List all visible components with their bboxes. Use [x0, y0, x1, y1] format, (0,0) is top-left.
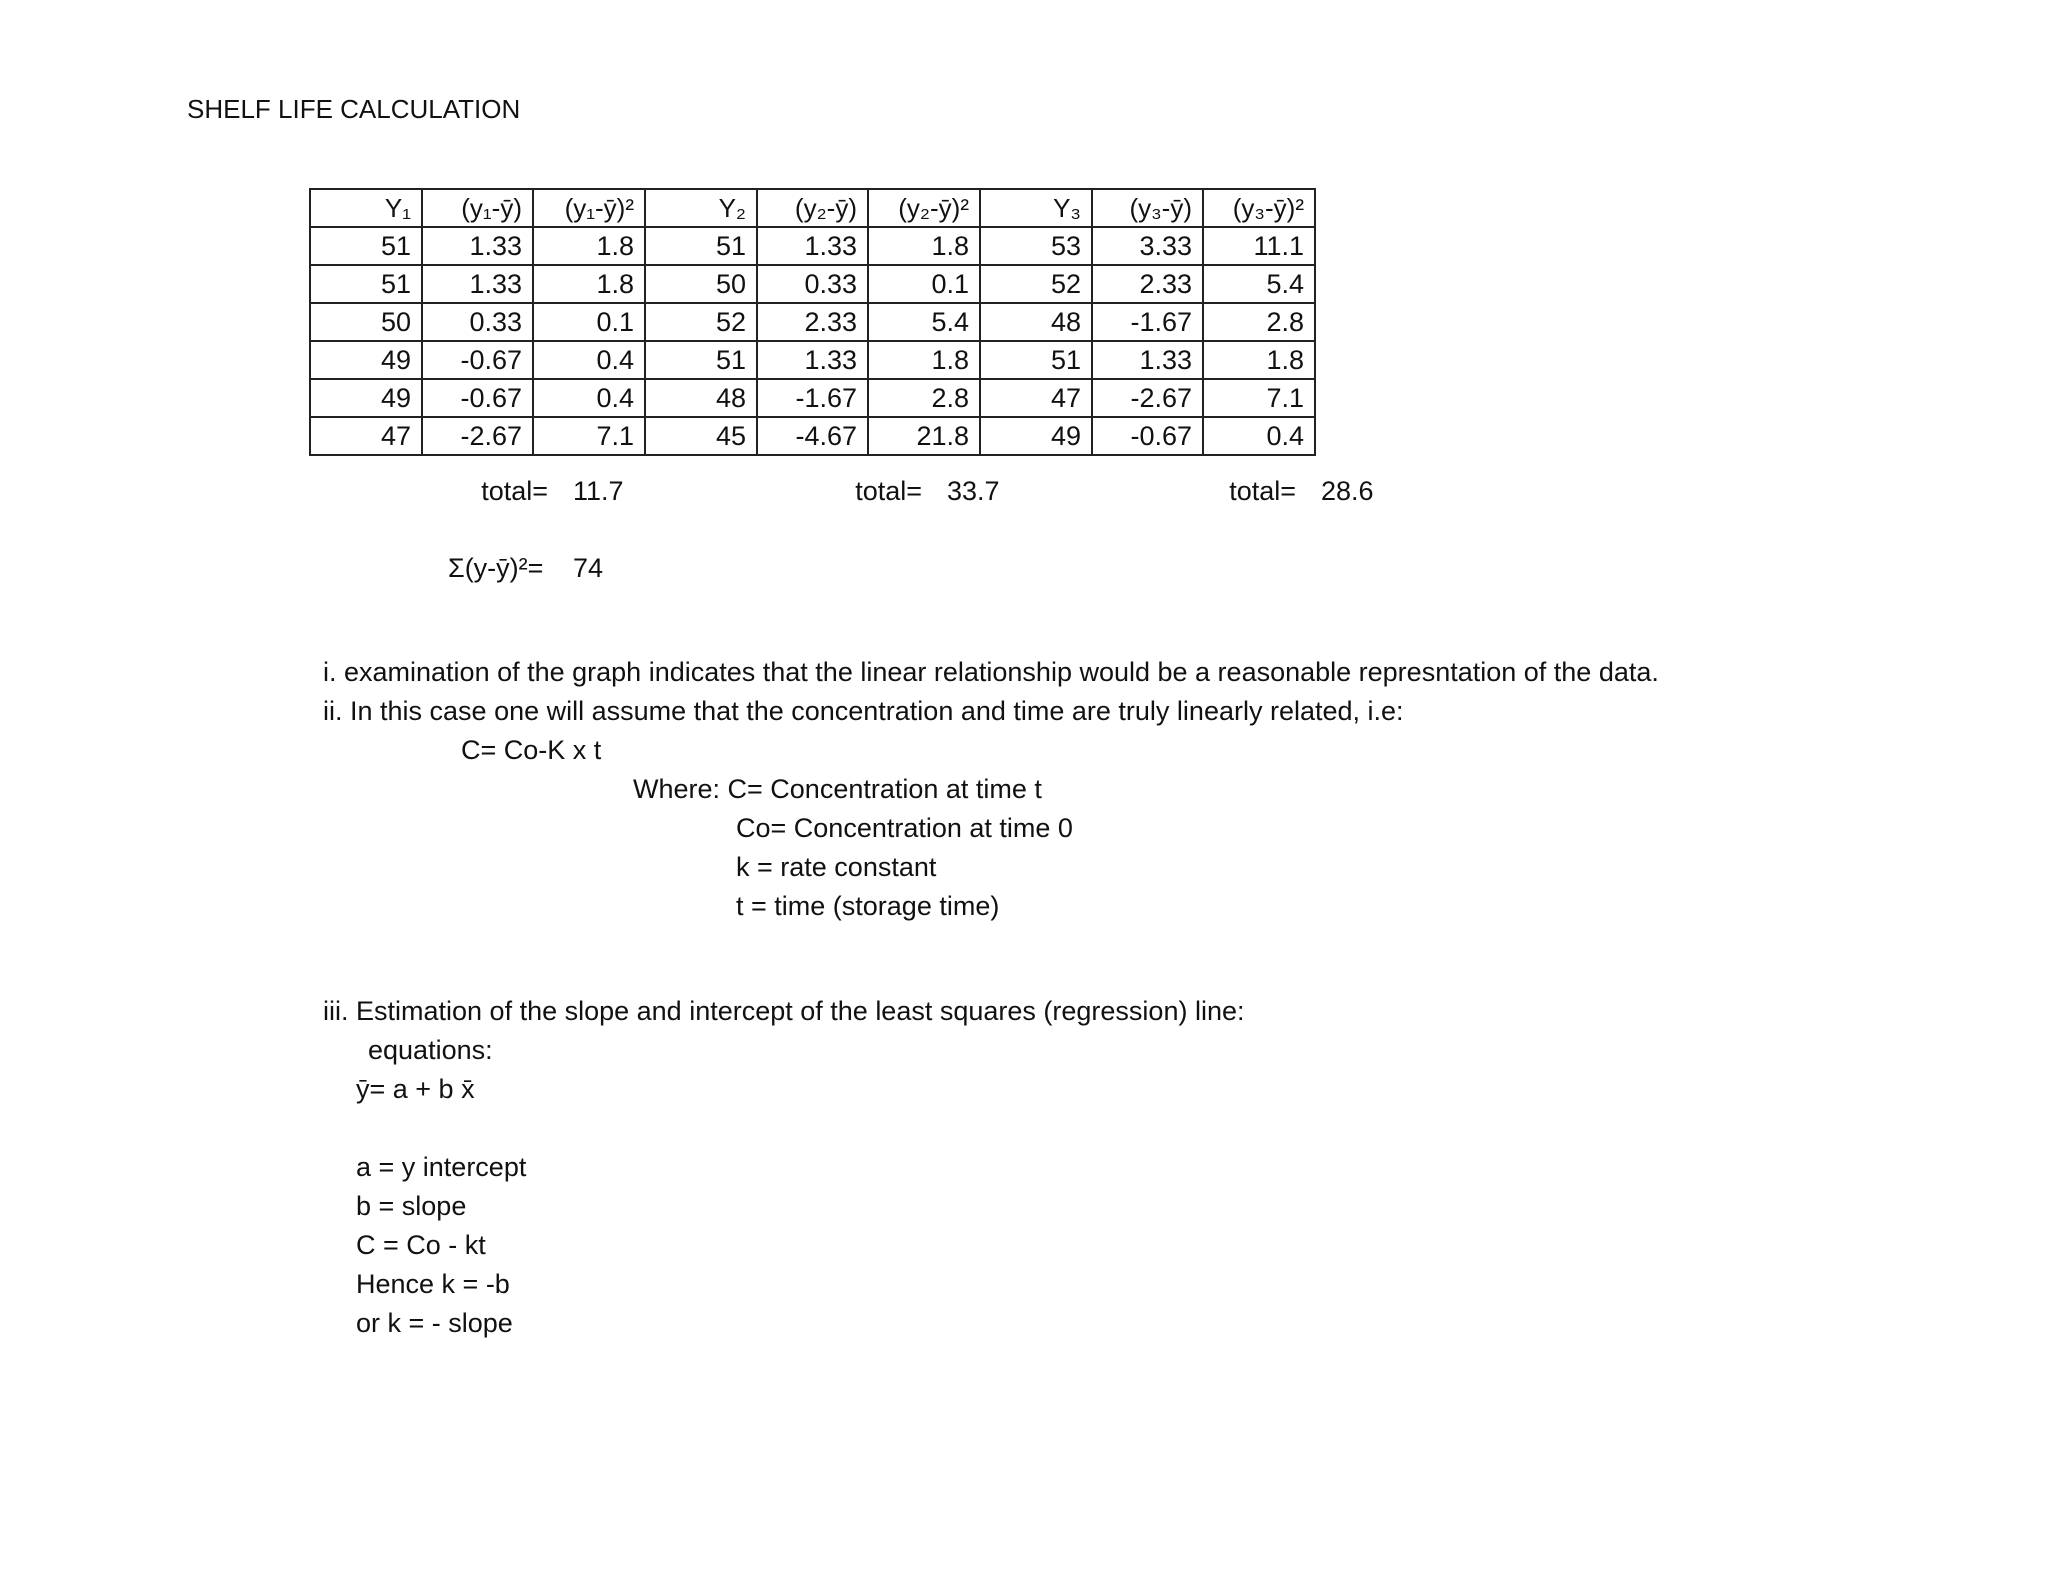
- table-cell: 49: [980, 417, 1092, 455]
- table-cell: -0.67: [1092, 417, 1203, 455]
- hence-k: Hence k = -b: [356, 1269, 510, 1299]
- co-definition: Co= Concentration at time 0: [736, 813, 1073, 843]
- table-cell: 0.1: [868, 265, 980, 303]
- column-header: Y₁: [310, 189, 422, 227]
- total-value-2: 33.7: [947, 476, 1000, 506]
- table-cell: 5.4: [1203, 265, 1315, 303]
- column-header: (y₃-ȳ): [1092, 189, 1203, 227]
- table-row: [310, 265, 1315, 303]
- table-cell: 2.33: [757, 303, 868, 341]
- table-row: [310, 303, 1315, 341]
- table-row: [310, 379, 1315, 417]
- table-cell: 51: [980, 341, 1092, 379]
- b-definition: b = slope: [356, 1191, 467, 1221]
- table-cell: 49: [310, 341, 422, 379]
- table-cell: 47: [310, 417, 422, 455]
- column-header: (y₂-ȳ)²: [868, 189, 980, 227]
- table-cell: 3.33: [1092, 227, 1203, 265]
- total-label-2: total=: [855, 476, 922, 506]
- table-cell: 48: [980, 303, 1092, 341]
- table-cell: 0.4: [533, 341, 645, 379]
- table-cell: 51: [310, 265, 422, 303]
- table-cell: 51: [645, 227, 757, 265]
- note-ii: ii. In this case one will assume that the concentration and time are truly linearly related, i.e:: [323, 696, 1404, 726]
- table-cell: 7.1: [1203, 379, 1315, 417]
- t-definition: t = time (storage time): [736, 891, 1000, 921]
- table-cell: 0.4: [1203, 417, 1315, 455]
- table-cell: -0.67: [422, 379, 533, 417]
- table-cell: 51: [645, 341, 757, 379]
- total-label-1: total=: [481, 476, 548, 506]
- table-cell: 50: [645, 265, 757, 303]
- table-cell: 1.8: [868, 227, 980, 265]
- table-cell: 50: [310, 303, 422, 341]
- total-label-3: total=: [1229, 476, 1296, 506]
- column-header: Y₂: [645, 189, 757, 227]
- column-header: (y₂-ȳ): [757, 189, 868, 227]
- table-cell: -2.67: [1092, 379, 1203, 417]
- table-cell: 2.33: [1092, 265, 1203, 303]
- table-cell: 11.1: [1203, 227, 1315, 265]
- note-i: i. examination of the graph indicates that the linear relationship would be a reasonable represntation of the data.: [323, 657, 1659, 687]
- table-cell: -4.67: [757, 417, 868, 455]
- table-cell: 0.33: [757, 265, 868, 303]
- table-cell: 21.8: [868, 417, 980, 455]
- regression-equation: ȳ= a + b x̄: [356, 1074, 475, 1104]
- linear-equation: C= Co-K x t: [461, 735, 602, 765]
- column-header: (y₁-ȳ): [422, 189, 533, 227]
- table-cell: 0.33: [422, 303, 533, 341]
- equations-label: equations:: [368, 1035, 493, 1065]
- k-definition: k = rate constant: [736, 852, 937, 882]
- table-cell: 1.33: [757, 227, 868, 265]
- a-definition: a = y intercept: [356, 1152, 527, 1182]
- table-cell: 1.33: [422, 265, 533, 303]
- table-row: [310, 417, 1315, 455]
- table-cell: 0.1: [533, 303, 645, 341]
- c-definition: C = Co - kt: [356, 1230, 486, 1260]
- table-cell: 1.8: [1203, 341, 1315, 379]
- column-header: (y₃-ȳ)²: [1203, 189, 1315, 227]
- table-header-row: [310, 189, 1315, 227]
- table-cell: 2.8: [1203, 303, 1315, 341]
- table-cell: 48: [645, 379, 757, 417]
- table-row: [310, 341, 1315, 379]
- table-cell: 1.33: [422, 227, 533, 265]
- table-cell: 52: [980, 265, 1092, 303]
- table-cell: 1.8: [868, 341, 980, 379]
- table-cell: 53: [980, 227, 1092, 265]
- note-iii: iii. Estimation of the slope and intercept of the least squares (regression) line:: [323, 996, 1245, 1026]
- table-cell: 51: [310, 227, 422, 265]
- table-cell: 1.8: [533, 227, 645, 265]
- table-cell: 52: [645, 303, 757, 341]
- table-cell: 45: [645, 417, 757, 455]
- table-cell: 1.33: [757, 341, 868, 379]
- column-header: (y₁-ȳ)²: [533, 189, 645, 227]
- table-cell: -2.67: [422, 417, 533, 455]
- table-cell: 1.33: [1092, 341, 1203, 379]
- total-value-3: 28.6: [1321, 476, 1374, 506]
- table-cell: -1.67: [1092, 303, 1203, 341]
- calculation-table: [309, 188, 1316, 456]
- column-header: Y₃: [980, 189, 1092, 227]
- k-equals-slope: or k = - slope: [356, 1308, 513, 1338]
- table-cell: 2.8: [868, 379, 980, 417]
- where-definition: Where: C= Concentration at time t: [633, 774, 1042, 804]
- table-cell: -0.67: [422, 341, 533, 379]
- table-cell: -1.67: [757, 379, 868, 417]
- page-title: SHELF LIFE CALCULATION: [187, 94, 521, 124]
- table-cell: 1.8: [533, 265, 645, 303]
- table-cell: 49: [310, 379, 422, 417]
- table-cell: 7.1: [533, 417, 645, 455]
- sum-squares-value: 74: [573, 553, 604, 583]
- table-cell: 5.4: [868, 303, 980, 341]
- total-value-1: 11.7: [573, 476, 624, 506]
- sum-squares-label: Σ(y-ȳ)²=: [448, 553, 544, 583]
- table-row: [310, 227, 1315, 265]
- table-cell: 47: [980, 379, 1092, 417]
- table-cell: 0.4: [533, 379, 645, 417]
